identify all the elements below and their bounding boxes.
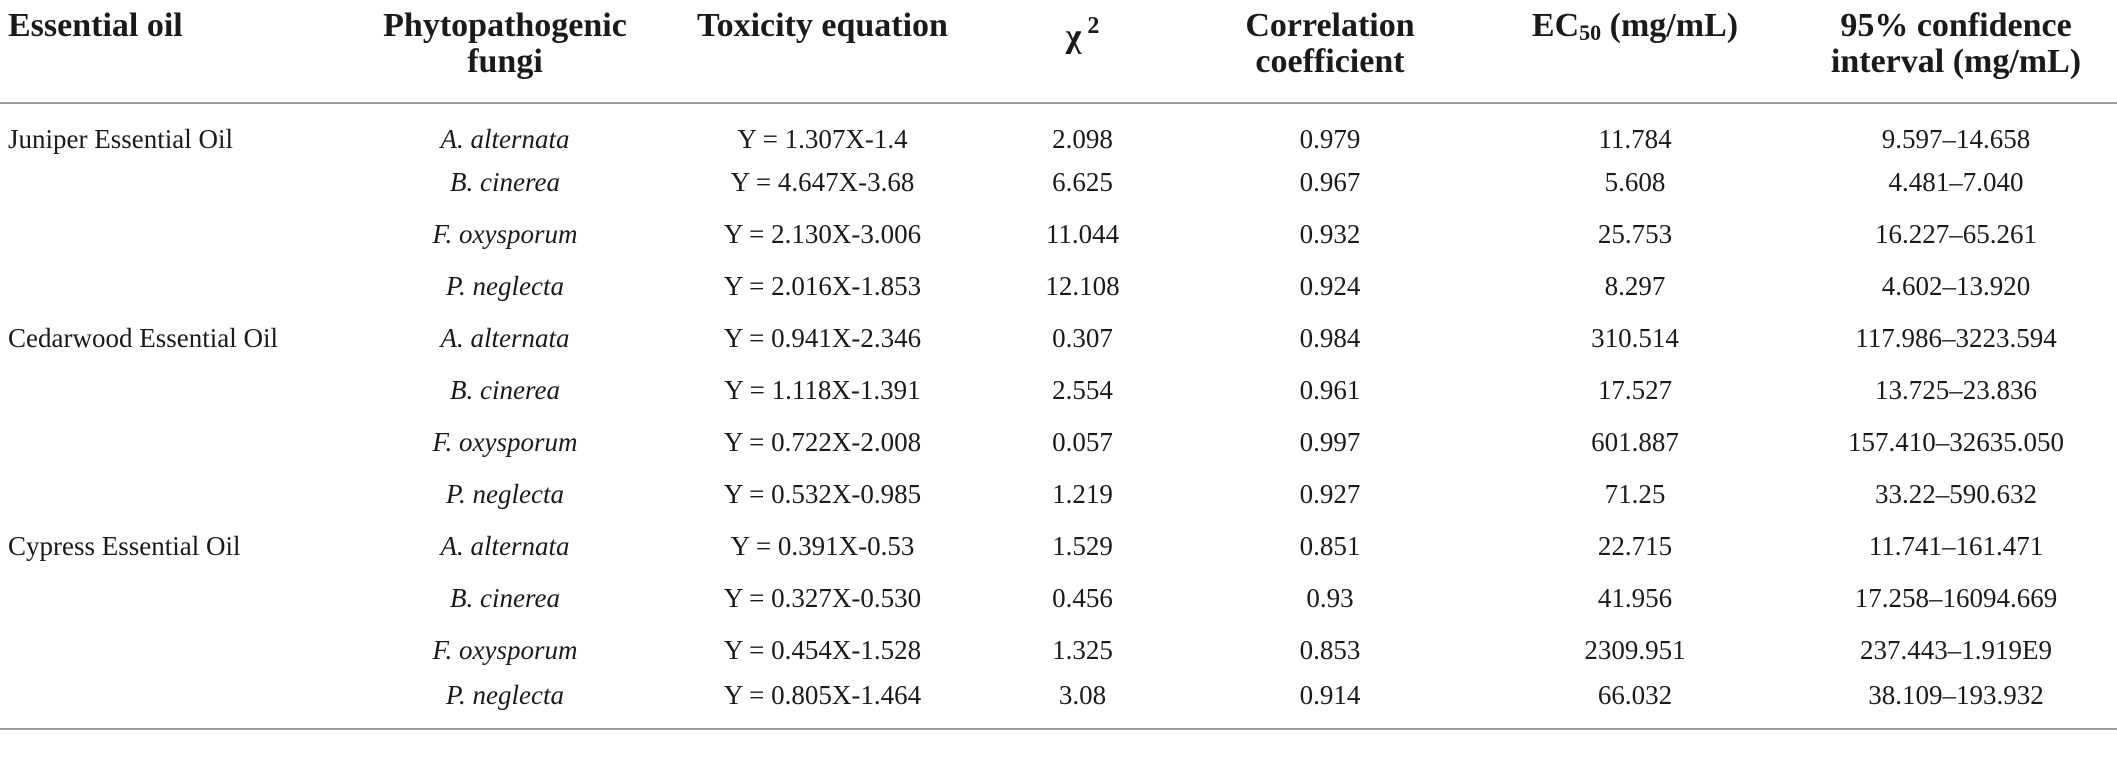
cell-confidence-interval: 4.481–7.040: [1888, 166, 2024, 197]
table-row: [0, 676, 2117, 729]
cell-chi-square: 6.625: [1052, 166, 1113, 197]
table-header: [0, 0, 2117, 103]
table-row: [0, 208, 2117, 260]
cell-ec50: 8.297: [1604, 270, 1666, 301]
chi-symbol: χ: [1065, 18, 1082, 55]
cell-toxicity-equation: Y = 0.532X-0.985: [723, 478, 922, 509]
cell-confidence-interval: 16.227–65.261: [1875, 218, 2037, 249]
header-essential-oil: Essential oil: [0, 0, 345, 103]
cell-correlation-coefficient: 0.984: [1299, 322, 1361, 353]
header-phytopathogenic-fungi: Phytopathogenic fungi: [345, 0, 665, 103]
cell-fungi: B. cinerea: [450, 166, 560, 197]
cell-correlation-coefficient: 0.93: [1306, 582, 1354, 613]
header-ec50: [1475, 0, 1795, 103]
cell-chi-square: 1.529: [1052, 530, 1113, 561]
cell-chi-square: 3.08: [980, 676, 1185, 729]
cell-chi-square: 12.108: [1045, 270, 1120, 301]
cell-toxicity-equation: Y = 2.130X-3.006: [723, 218, 922, 249]
cell-ec50: 71.25: [1604, 478, 1666, 509]
cell-chi-square: 0.307: [1052, 322, 1113, 353]
cell-essential-oil: [0, 468, 345, 520]
cell-correlation-coefficient: 0.924: [1299, 270, 1361, 301]
cell-essential-oil: [0, 572, 345, 624]
cell-correlation-coefficient: 0.997: [1299, 426, 1361, 457]
cell-essential-oil: [0, 208, 345, 260]
cell-confidence-interval: 13.725–23.836: [1875, 374, 2037, 405]
cell-essential-oil: [0, 156, 345, 208]
table-row: [0, 103, 2117, 156]
cell-toxicity-equation: Y = 2.016X-1.853: [723, 270, 922, 301]
cell-fungi: P. neglecta: [446, 478, 564, 509]
ec50-prefix: EC: [1531, 7, 1580, 44]
cell-confidence-interval: 11.741–161.471: [1868, 530, 2044, 561]
cell-fungi: B. cinerea: [450, 582, 560, 613]
cell-confidence-interval: 38.109–193.932: [1795, 676, 2117, 729]
cell-confidence-interval: 33.22–590.632: [1875, 478, 2037, 509]
cell-ec50: 22.715: [1597, 530, 1673, 561]
cell-fungi: A. alternata: [440, 123, 570, 154]
cell-correlation-coefficient: 0.979: [1299, 123, 1361, 154]
cell-ec50: 11.784: [1598, 123, 1672, 154]
cell-confidence-interval: 237.443–1.919E9: [1860, 634, 2052, 665]
cell-toxicity-equation: Y = 0.805X-1.464: [665, 676, 980, 729]
cell-essential-oil: Juniper Essential Oil: [8, 123, 233, 154]
header-confidence-interval: 95% confidence interval (mg/mL): [1795, 0, 2117, 103]
cell-fungi: P. neglecta: [345, 676, 665, 729]
cell-correlation-coefficient: 0.914: [1185, 676, 1475, 729]
cell-ec50: 5.608: [1604, 166, 1666, 197]
cell-chi-square: 2.554: [1052, 374, 1113, 405]
header-correlation-coefficient: Correlation coefficient: [1185, 0, 1475, 103]
table-row: [0, 260, 2117, 312]
cell-correlation-coefficient: 0.961: [1299, 374, 1361, 405]
cell-confidence-interval: 9.597–14.658: [1881, 123, 2031, 154]
cell-chi-square: 1.325: [1052, 634, 1113, 665]
cell-chi-square: 0.057: [1052, 426, 1113, 457]
cell-fungi: F. oxysporum: [432, 218, 578, 249]
table-row: [0, 520, 2117, 572]
cell-ec50: 310.514: [1591, 322, 1679, 353]
cell-chi-square: 0.456: [1052, 582, 1113, 613]
cell-ec50: 601.887: [1591, 426, 1679, 457]
cell-essential-oil: [0, 260, 345, 312]
cell-essential-oil: [0, 624, 345, 676]
table-row: [0, 624, 2117, 676]
header-toxicity-equation: Toxicity equation: [665, 0, 980, 103]
cell-toxicity-equation: Y = 0.391X-0.53: [730, 530, 915, 561]
cell-correlation-coefficient: 0.853: [1299, 634, 1361, 665]
cell-confidence-interval: 117.986–3223.594: [1855, 322, 2057, 353]
cell-correlation-coefficient: 0.967: [1299, 166, 1361, 197]
cell-toxicity-equation: Y = 0.941X-2.346: [723, 322, 922, 353]
cell-correlation-coefficient: 0.927: [1299, 478, 1361, 509]
cell-confidence-interval: 4.602–13.920: [1881, 270, 2031, 301]
cell-chi-square: 2.098: [1052, 123, 1113, 154]
header-row: [0, 0, 2117, 103]
cell-toxicity-equation: Y = 0.722X-2.008: [723, 426, 922, 457]
table-row: [0, 468, 2117, 520]
table-row: [0, 156, 2117, 208]
cell-fungi: A. alternata: [440, 530, 570, 561]
cell-toxicity-equation: Y = 0.327X-0.530: [723, 582, 922, 613]
cell-ec50: 66.032: [1475, 676, 1795, 729]
cell-confidence-interval: 17.258–16094.669: [1854, 582, 2058, 613]
header-chi-square: [980, 0, 1185, 103]
cell-toxicity-equation: Y = 1.307X-1.4: [737, 123, 908, 154]
cell-confidence-interval: 157.410–32635.050: [1848, 426, 2064, 457]
cell-fungi: A. alternata: [440, 322, 570, 353]
cell-correlation-coefficient: 0.932: [1299, 218, 1361, 249]
cell-ec50: 41.956: [1597, 582, 1673, 613]
ec50-subscript: 50: [1579, 20, 1602, 45]
table-row: [0, 364, 2117, 416]
cell-chi-square: 11.044: [1045, 218, 1120, 249]
table-row: [0, 416, 2117, 468]
cell-essential-oil: [0, 676, 345, 729]
table-row: [0, 572, 2117, 624]
cell-fungi: F. oxysporum: [432, 426, 578, 457]
cell-fungi: P. neglecta: [446, 270, 564, 301]
cell-toxicity-equation: Y = 0.454X-1.528: [723, 634, 922, 665]
table-body: [0, 103, 2117, 729]
cell-essential-oil: Cedarwood Essential Oil: [8, 322, 278, 353]
cell-chi-square: 1.219: [1052, 478, 1113, 509]
cell-toxicity-equation: Y = 4.647X-3.68: [730, 166, 915, 197]
cell-essential-oil: [0, 364, 345, 416]
chi-superscript: 2: [1087, 13, 1100, 39]
table-row: [0, 312, 2117, 364]
cell-ec50: 25.753: [1597, 218, 1673, 249]
cell-fungi: F. oxysporum: [432, 634, 578, 665]
ec50-suffix: (mg/mL): [1601, 7, 1739, 44]
cell-fungi: B. cinerea: [450, 374, 560, 405]
cell-correlation-coefficient: 0.851: [1299, 530, 1361, 561]
cell-ec50: 17.527: [1597, 374, 1673, 405]
cell-toxicity-equation: Y = 1.118X-1.391: [724, 374, 921, 405]
cell-essential-oil: Cypress Essential Oil: [8, 530, 241, 561]
cell-ec50: 2309.951: [1584, 634, 1686, 665]
cell-essential-oil: [0, 416, 345, 468]
